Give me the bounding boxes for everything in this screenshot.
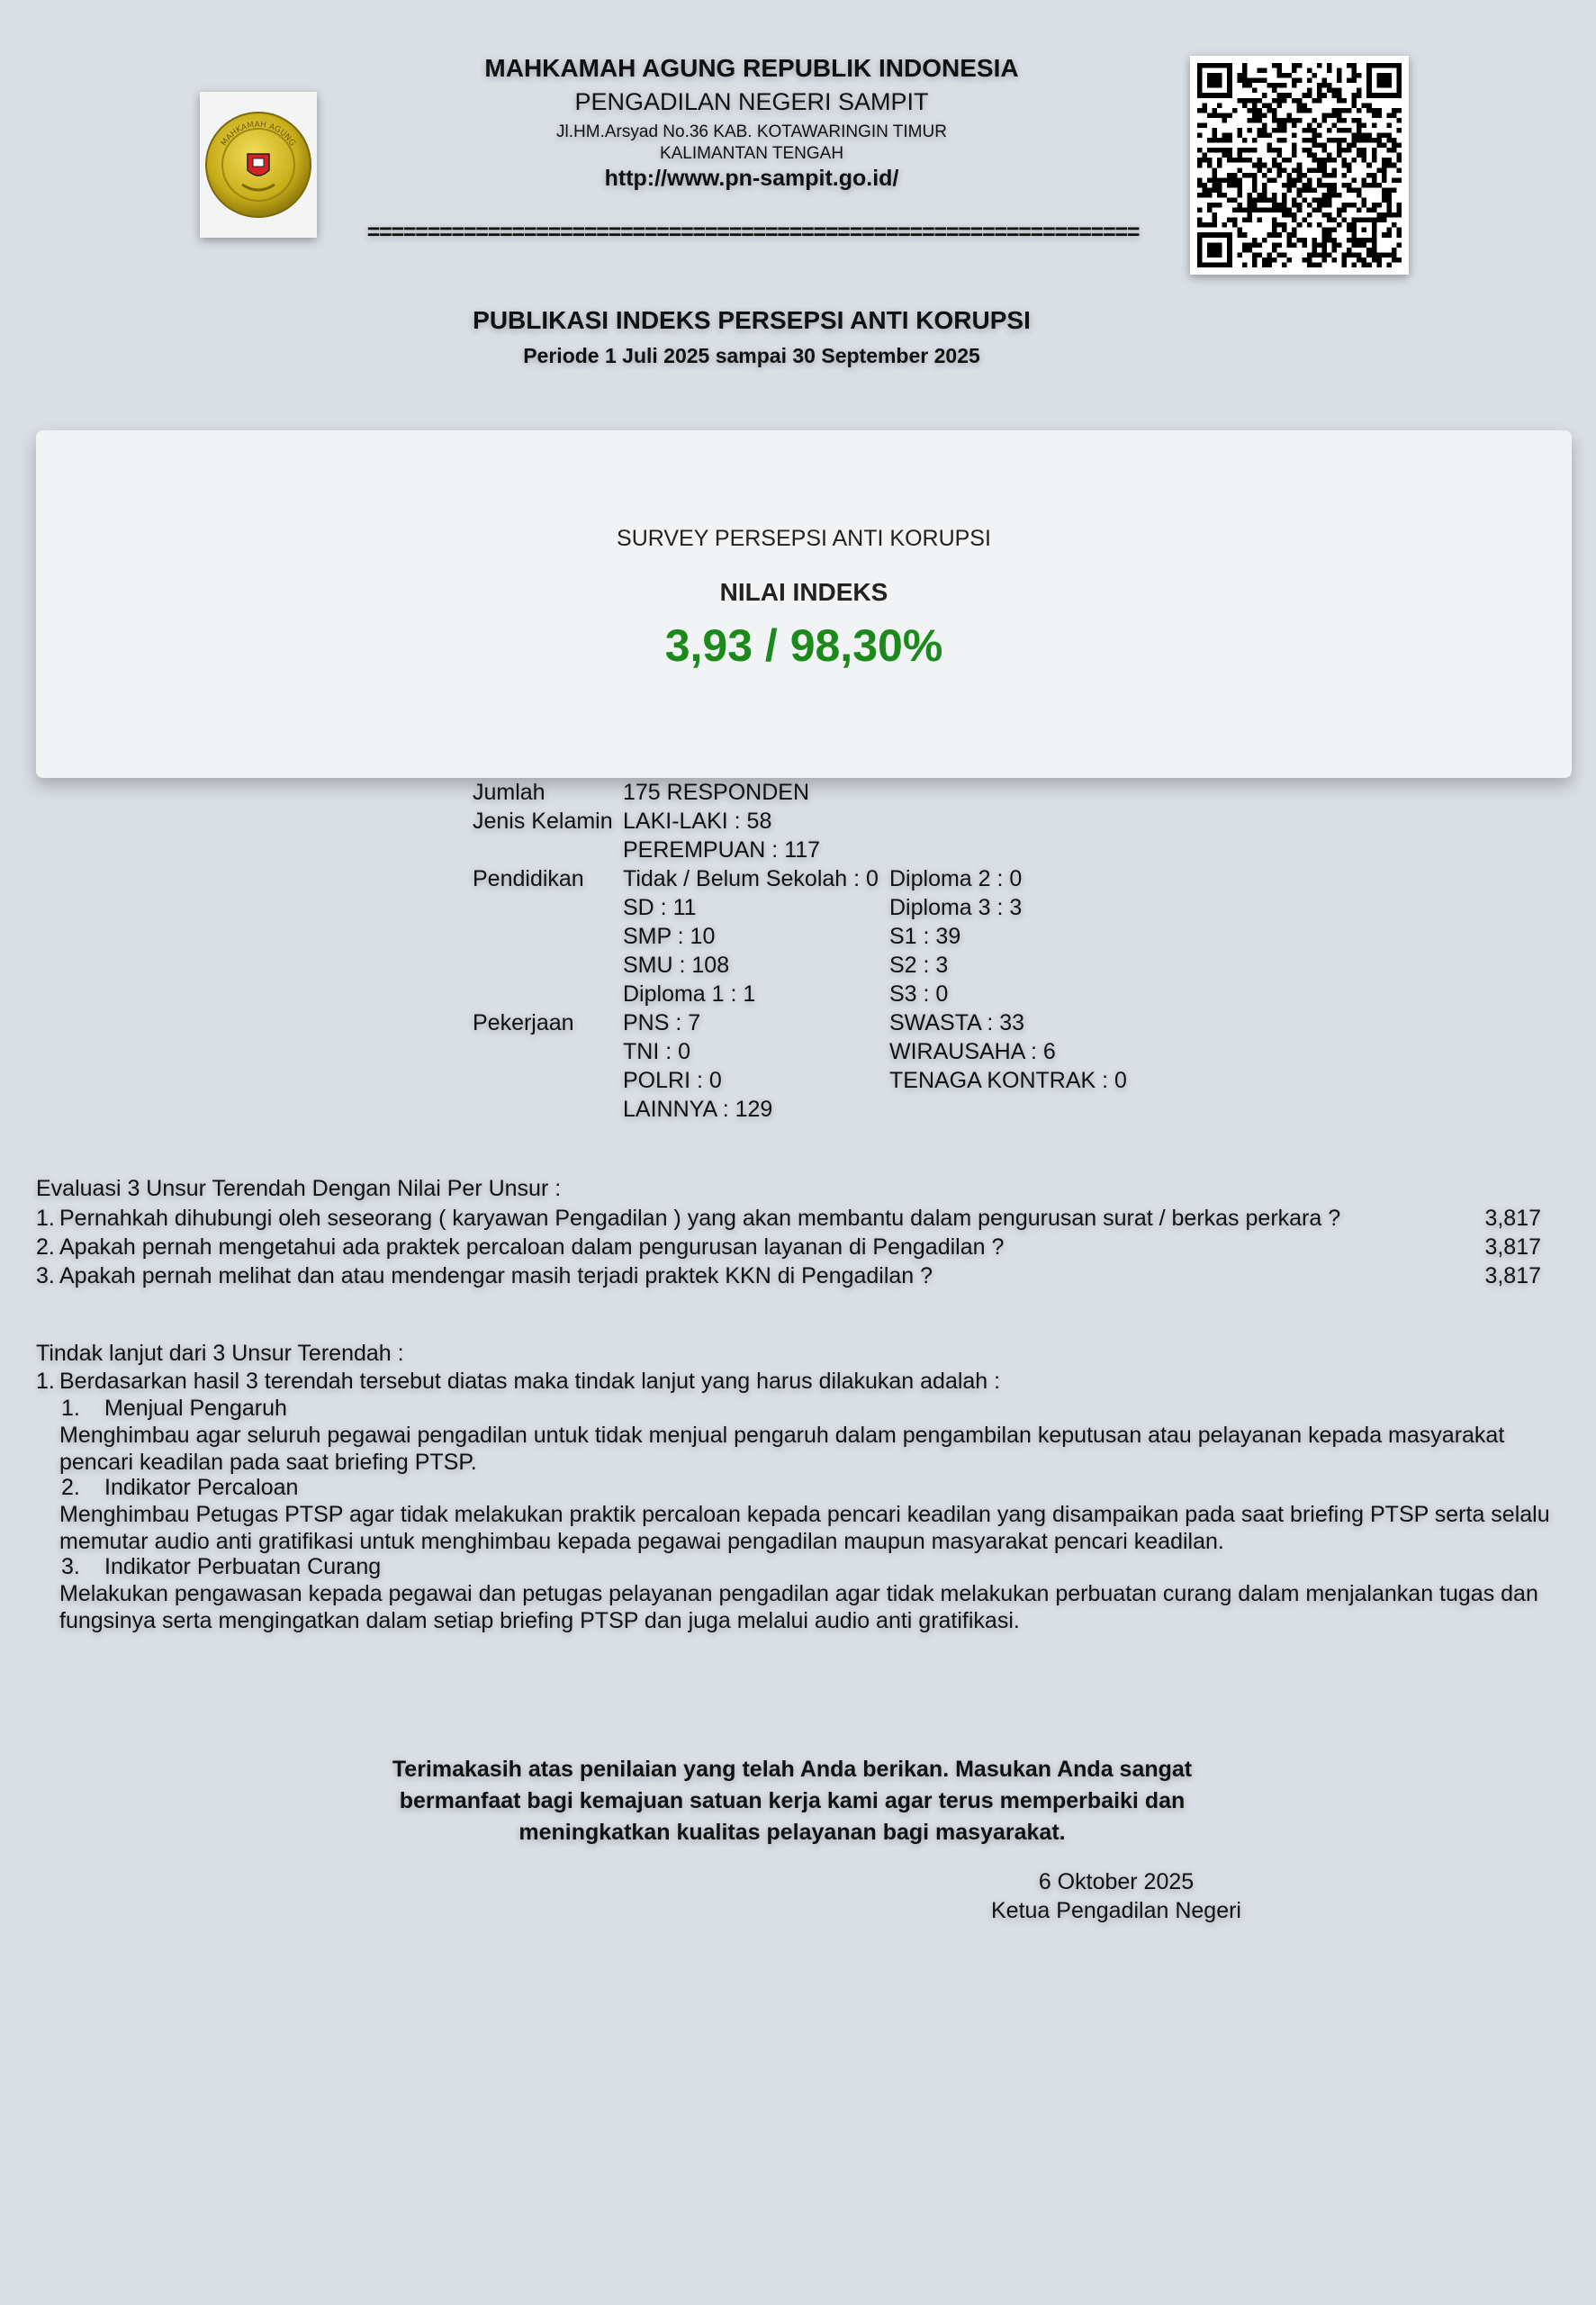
total-label: Jumlah bbox=[473, 780, 546, 805]
follow-up-item-desc: Melakukan pengawasan kepada pegawai dan petugas pelayanan pengadilan agar tidak melakukan perbuatan curang dalam menjalankan tugas dan fungsinya serta mengingatkan dalam setiap briefing PTSP dan juga melalui audio anti gratifikasi. bbox=[59, 1581, 1538, 1633]
education-item: SMU : 108 bbox=[623, 953, 730, 978]
follow-up-item-number: 2. bbox=[61, 1475, 80, 1500]
occupation-item: TNI : 0 bbox=[623, 1039, 691, 1064]
evaluation-item-number: 3. bbox=[36, 1263, 55, 1288]
follow-up-item-title: Indikator Perbuatan Curang bbox=[104, 1554, 382, 1579]
follow-up-item-title: Indikator Percaloan bbox=[104, 1475, 299, 1500]
publication-title: PUBLIKASI INDEKS PERSEPSI ANTI KORUPSI bbox=[473, 306, 1031, 334]
education-item: S1 : 39 bbox=[889, 924, 961, 949]
evaluation-item-score: 3,817 bbox=[1484, 1234, 1541, 1260]
court-name: PENGADILAN NEGERI SAMPIT bbox=[574, 88, 929, 115]
follow-up-item-desc: Menghimbau agar seluruh pegawai pengadilan untuk tidak menjual pengaruh dalam pengambilan keputusan atau pelayanan kepada masyarakat pencari keadilan pada saat briefing PTSP. bbox=[59, 1423, 1505, 1475]
education-item: Diploma 2 : 0 bbox=[889, 866, 1023, 891]
education-item: Tidak / Belum Sekolah : 0 bbox=[623, 866, 879, 891]
follow-up-item-desc: Menghimbau Petugas PTSP agar tidak melakukan praktik percaloan kepada pencari keadilan yang disampaikan pada saat briefing PTSP serta selalu memutar audio anti gratifikasi untuk menghimbau kepada pegawai pengadilan maupun masyarakat pencari keadilan. bbox=[59, 1502, 1550, 1554]
occupation-item: POLRI : 0 bbox=[623, 1068, 722, 1093]
address-line-2: KALIMANTAN TENGAH bbox=[659, 144, 844, 163]
evaluation-item-number: 1. bbox=[36, 1206, 55, 1231]
address-line-1: Jl.HM.Arsyad No.36 KAB. KOTAWARINGIN TIMUR bbox=[556, 122, 947, 141]
evaluation-item-text: Apakah pernah melihat dan atau mendengar masih terjadi praktek KKN di Pengadilan ? bbox=[59, 1263, 933, 1288]
survey-name: SURVEY PERSEPSI ANTI KORUPSI bbox=[617, 526, 991, 551]
qr-code-icon bbox=[1197, 63, 1402, 267]
follow-up-intro: Berdasarkan hasil 3 terendah tersebut diatas maka tindak lanjut yang harus dilakukan adalah : bbox=[59, 1369, 1001, 1394]
court-body: MAHKAMAH AGUNG REPUBLIK INDONESIA bbox=[484, 54, 1019, 82]
evaluation-item-score: 3,817 bbox=[1484, 1206, 1541, 1231]
follow-up-item-title: Menjual Pengaruh bbox=[104, 1396, 287, 1421]
occupation-item: SWASTA : 33 bbox=[889, 1010, 1025, 1035]
occupation-item: LAINNYA : 129 bbox=[623, 1097, 773, 1122]
index-label: NILAI INDEKS bbox=[719, 578, 888, 606]
education-label: Pendidikan bbox=[473, 866, 584, 891]
evaluation-item-text: Apakah pernah mengetahui ada praktek percaloan dalam pengurusan layanan di Pengadilan ? bbox=[59, 1234, 1005, 1260]
occupation-item: WIRAUSAHA : 6 bbox=[889, 1039, 1056, 1064]
evaluation-item-number: 2. bbox=[36, 1234, 55, 1260]
gender-male: LAKI-LAKI : 58 bbox=[623, 809, 772, 834]
publication-period: Periode 1 Juli 2025 sampai 30 September 2025 bbox=[523, 344, 980, 367]
education-item: Diploma 1 : 1 bbox=[623, 981, 756, 1007]
occupation-label: Pekerjaan bbox=[473, 1010, 574, 1035]
education-item: S2 : 3 bbox=[889, 953, 949, 978]
follow-up-intro-number: 1. bbox=[36, 1369, 55, 1394]
closing-message: Terimakasih atas penilaian yang telah Anda berikan. Masukan Anda sangat bermanfaat bagi kemajuan satuan kerja kami agar terus memperbaiki dan meningkatkan kualitas pelayanan bagi masyarakat. bbox=[392, 1757, 1193, 1845]
qr-code bbox=[1190, 56, 1409, 275]
signature-date: 6 Oktober 2025 bbox=[1038, 1869, 1195, 1894]
occupation-item: PNS : 7 bbox=[623, 1010, 701, 1035]
gender-female: PEREMPUAN : 117 bbox=[623, 837, 821, 863]
gender-label: Jenis Kelamin bbox=[473, 809, 613, 834]
evaluation-item-score: 3,817 bbox=[1484, 1263, 1541, 1288]
education-item: Diploma 3 : 3 bbox=[889, 895, 1023, 920]
logo-text: MAHKAMAH AGUNG bbox=[220, 120, 297, 149]
follow-up-item-number: 1. bbox=[61, 1396, 80, 1421]
follow-up-heading: Tindak lanjut dari 3 Unsur Terendah : bbox=[36, 1341, 404, 1366]
education-item: S3 : 0 bbox=[889, 981, 949, 1007]
follow-up-item-number: 3. bbox=[61, 1554, 80, 1579]
website-link[interactable]: http://www.pn-sampit.go.id/ bbox=[604, 166, 899, 191]
index-card bbox=[36, 430, 1572, 778]
index-value: 3,93 / 98,30% bbox=[664, 620, 943, 671]
evaluation-item-text: Pernahkah dihubungi oleh seseorang ( karyawan Pengadilan ) yang akan membantu dalam pengurusan surat / berkas perkara ? bbox=[59, 1206, 1341, 1231]
signatory-title: Ketua Pengadilan Negeri bbox=[991, 1898, 1241, 1923]
header-separator: ================================================================ bbox=[366, 220, 1140, 245]
education-item: SD : 11 bbox=[623, 895, 697, 920]
occupation-item: TENAGA KONTRAK : 0 bbox=[889, 1068, 1127, 1093]
education-item: SMP : 10 bbox=[623, 924, 716, 949]
total-value: 175 RESPONDEN bbox=[623, 780, 810, 805]
evaluation-heading: Evaluasi 3 Unsur Terendah Dengan Nilai Per Unsur : bbox=[36, 1176, 562, 1201]
court-logo bbox=[200, 92, 317, 238]
court-emblem-icon bbox=[203, 109, 314, 221]
